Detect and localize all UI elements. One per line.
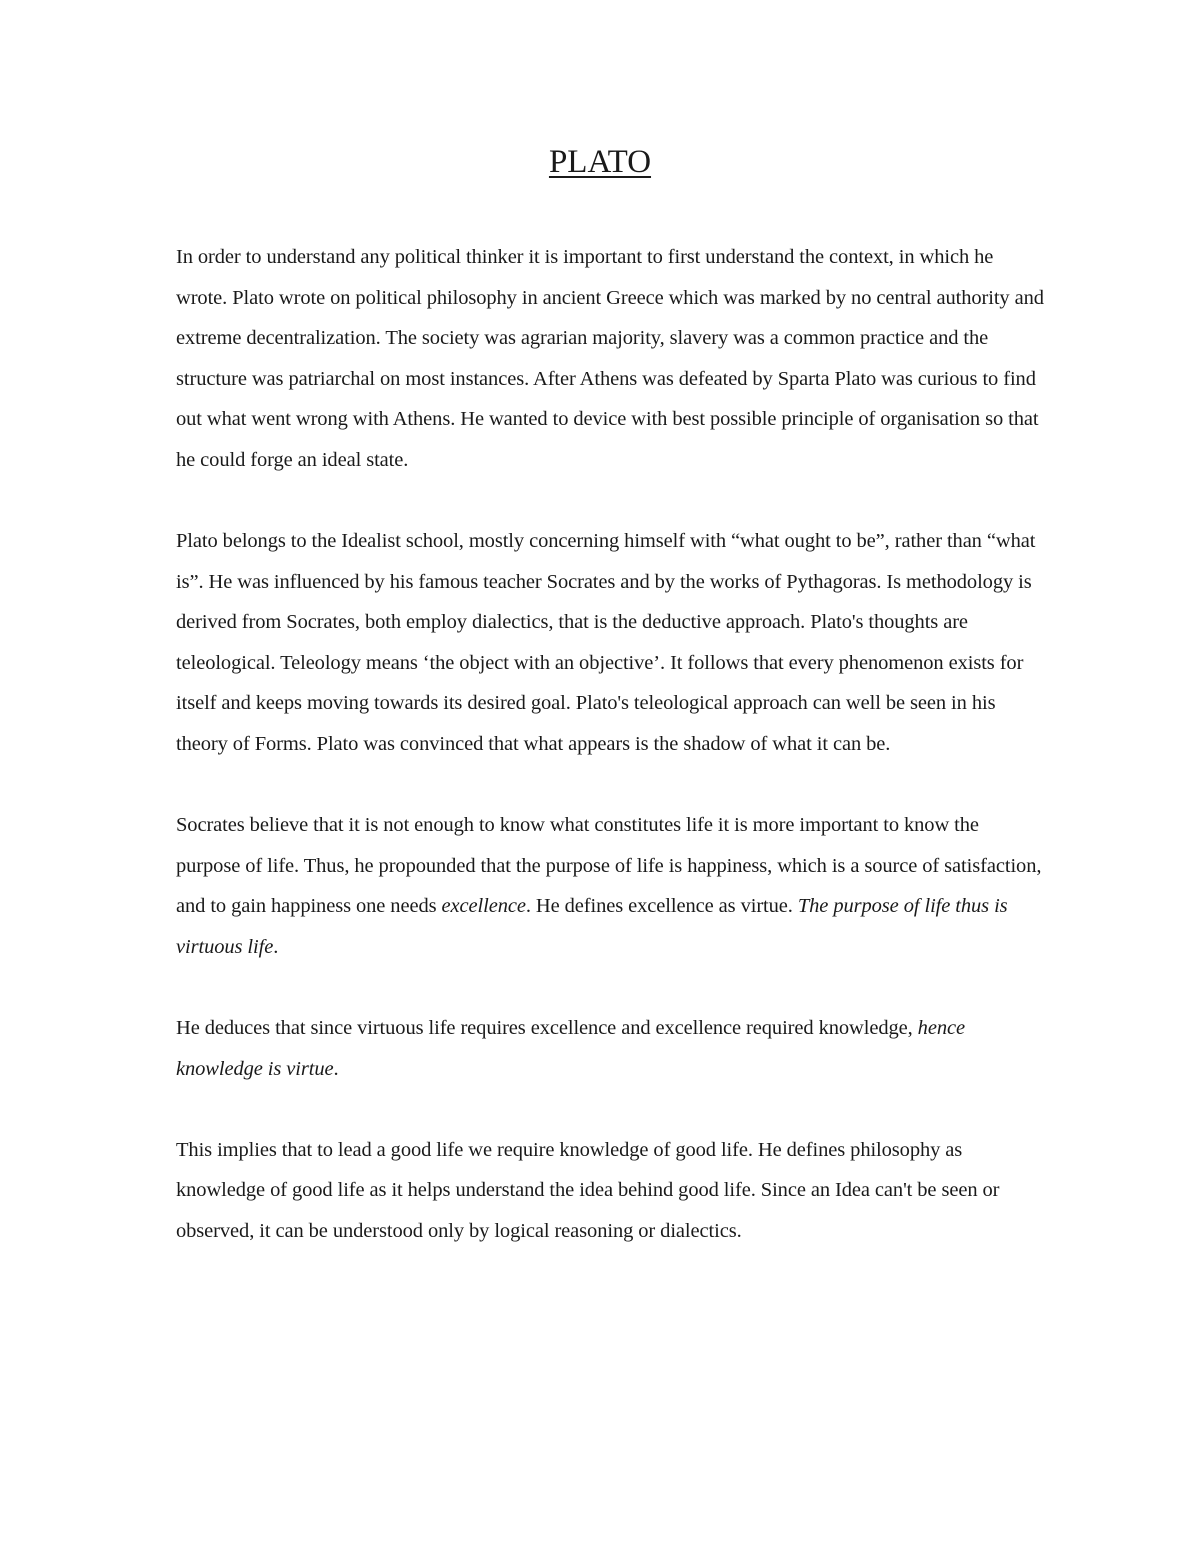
paragraph-idealist-school: Plato belongs to the Idealist school, mostly concerning himself with “what ought to be”, rather than “what is”. He was influenced by his famous teacher Socrates and by the works of Pythagoras. Is methodology is derived from Socrates, both employ dialectics, that is the deductive approach. Plato's thoughts are teleological. Teleology means ‘the object with an objective’. It follows that every phenomenon exists for itself and keeps moving towards its desired goal. Plato's teleological approach can well be seen in his theory of Forms. Plato was convinced that what appears is the shadow of what it can be. (176, 530, 1036, 756)
document-body (176, 237, 1046, 1292)
paragraph-purpose-of-life (176, 805, 1046, 967)
paragraph-good-life: This implies that to lead a good life we require knowledge of good life. He defines philosophy as knowledge of good life as it helps understand the idea behind good life. Since an Idea can't be seen or observed, it can be understood only by logical reasoning or dialectics. (176, 1138, 1000, 1242)
emphasis-knowledge-is-virtue: hence knowledge is virtue (176, 1017, 965, 1080)
text-run: Socrates believe that it is not enough to know what constitutes life it is more important to know the purpose of life. Thus, he propounded that the purpose of life is happiness, which is a source of satisfaction, and to gain happiness one needs (176, 814, 1042, 918)
paragraph-knowledge-virtue (176, 1008, 1046, 1089)
text-run: . He defines excellence as virtue. (525, 895, 798, 918)
text-run: . (333, 1057, 339, 1080)
text-run: He deduces that since virtuous life requires excellence and excellence required knowledge, (176, 1017, 918, 1039)
emphasis-excellence: excellence (441, 895, 526, 918)
page-title: PLATO (548, 144, 652, 180)
paragraph-context: In order to understand any political thinker it is important to first understand the context, in which he wrote. Plato wrote on political philosophy in ancient Greece which was marked by no central authority and extreme decentralization. The society was agrarian majority, slavery was a common practice and the structure was patriarchal on most instances. After Athens was defeated by Sparta Plato was curious to find out what went wrong with Athens. He wanted to device with best possible principle of organisation so that he could forge an ideal state. (176, 246, 1044, 471)
text-run: . (273, 935, 279, 958)
emphasis-virtuous-life: The purpose of life thus is virtuous life (176, 895, 1008, 958)
